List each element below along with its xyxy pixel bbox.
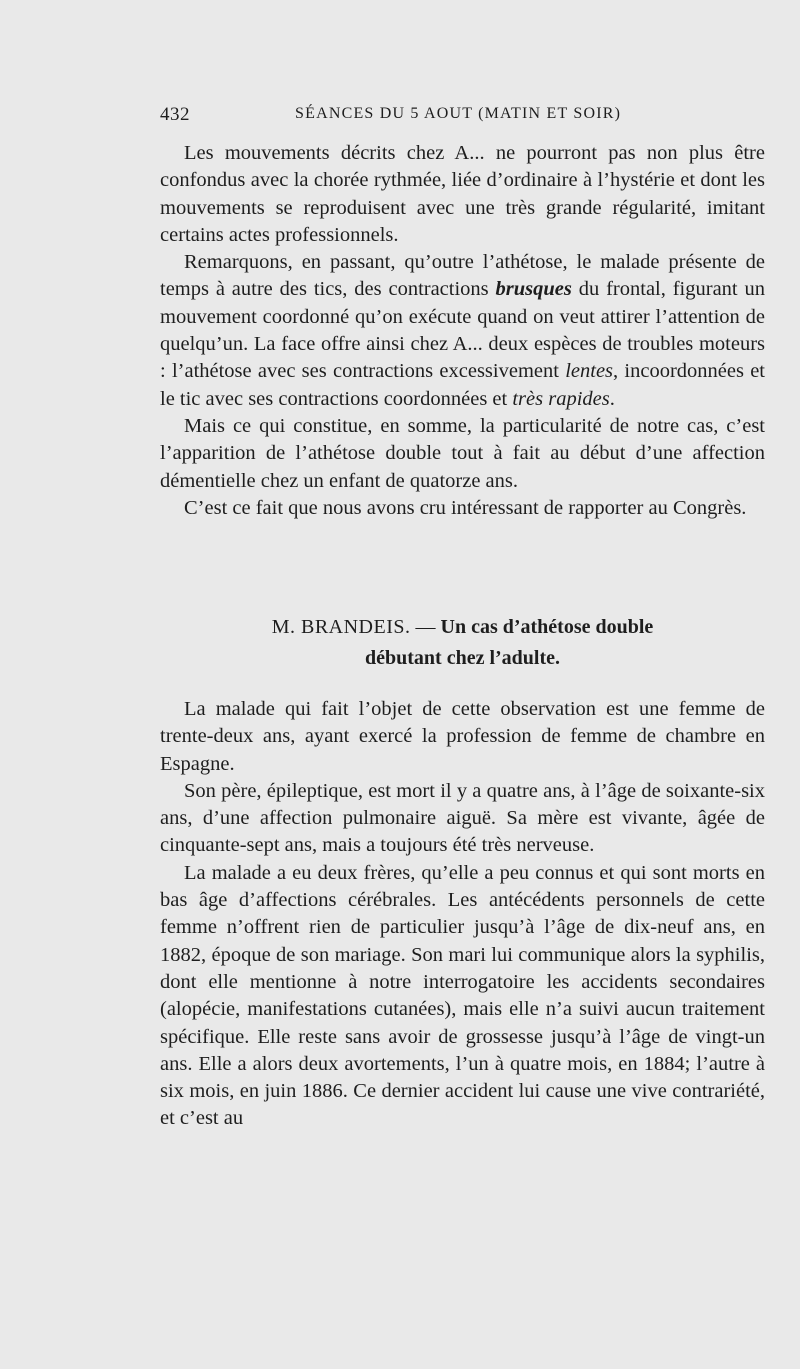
article-title: Un cas d’athétose double	[440, 616, 654, 638]
section-first	[160, 140, 765, 522]
paragraph: Les mouvements décrits chez A... ne pourront pas non plus être confondus avec la chorée rythmée, liée d’ordinaire à l’hystérie et dont les mouvements se reproduisent avec une très grande régularité, imitant certains actes professionnels.	[160, 142, 765, 246]
author-name: M. BRANDEIS.	[271, 616, 411, 638]
emphasis-text: brusques	[495, 278, 572, 301]
paragraph: Mais ce qui constitue, en somme, la particularité de notre cas, c’est l’apparition de l’athétose double tout à fait au début d’une affection démentielle chez un enfant de quatorze ans.	[160, 414, 765, 492]
heading-line-1: M. BRANDEIS. — Un cas d’athétose double	[271, 616, 654, 638]
emphasis-text: lentes	[565, 360, 614, 383]
paragraph: La malade qui fait l’objet de cette observation est une femme de trente-deux ans, ayant exercé la profession de femme de chambre en Espagne.	[160, 698, 765, 775]
paragraph: La malade a eu deux frères, qu’elle a peu connus et qui sont morts en bas âge d’affections cérébrales. Les antécédents personnels de cette femme n’offrent rien de particulier jusqu’à l’âge de dix-neuf ans, en 1882, époque de son mariage. Son mari lui communique alors la syphilis, dont elle mentionne à notre interrogatoire les accidents secondaires (alopécie, manifestations cutanées), mais elle n’a suivi aucun traitement spécifique. Elle reste sans avoir de grossesse jusqu’à l’âge de vingt-un ans. Elle a alors deux avortements, l’un à quatre mois, en 1884; l’autre à six mois, en juin 1886. Ce dernier accident lui cause une vive contrariété, et c’est au	[160, 861, 765, 1130]
paragraph: Remarquons, en passant, qu’outre l’athétose, le malade présente de temps à autre des tics, des contractions brusques du frontal, figurant un mouvement coordonné qu’on exécute quand on veut attirer l’attention de quelqu’un. La face offre ainsi chez A... deux espèces de troubles moteurs : l’athétose avec ses contractions excessivement lentes, incoordonnées et le tic avec ses contractions coordonnées et très rapides.	[160, 251, 765, 410]
section-second	[160, 696, 765, 1133]
paragraph: Son père, épileptique, est mort il y a quatre ans, à l’âge de soixante-six ans, d’une affection pulmonaire aiguë. Sa mère est vivante, âgée de cinquante-sept ans, mais a toujours été très nerveuse.	[160, 779, 765, 857]
heading-line-2: débutant chez l’adulte.	[365, 647, 560, 669]
paragraph: C’est ce fait que nous avons cru intéressant de rapporter au Congrès.	[184, 496, 747, 519]
running-head: SÉANCES DU 5 AOUT (MATIN ET SOIR)	[295, 105, 622, 122]
article-heading	[160, 612, 765, 674]
page-number: 432	[160, 104, 190, 125]
emphasis-text: très rapides	[512, 387, 610, 410]
